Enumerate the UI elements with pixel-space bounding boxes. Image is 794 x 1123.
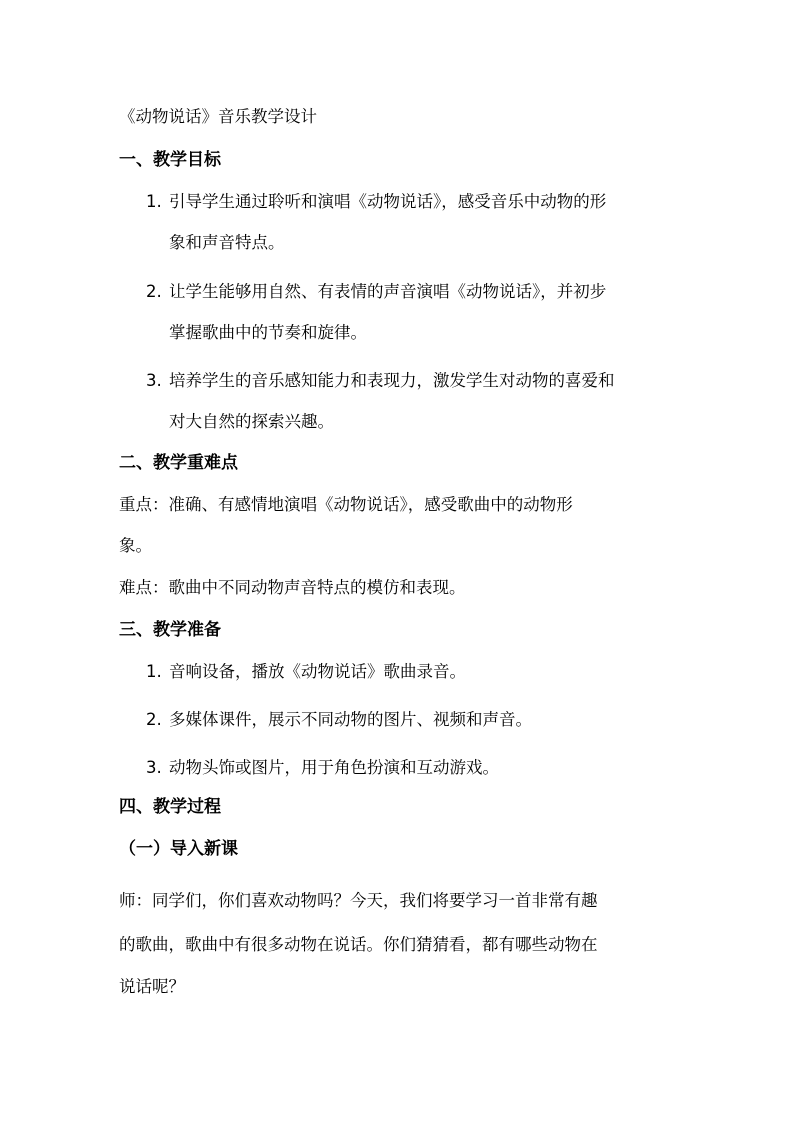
prep-2-text: 多媒体课件，展示不同动物的图片、视频和声音。 (169, 710, 532, 729)
subsection-heading-intro: （一）导入新课 (119, 839, 238, 859)
goal-3-number: 3. (146, 371, 162, 390)
goal-1-number: 1. (146, 192, 162, 211)
document-title: 《动物说话》音乐教学设计 (119, 107, 317, 126)
prep-3-number: 3. (146, 758, 162, 777)
prep-1-text: 音响设备，播放《动物说话》歌曲录音。 (169, 662, 466, 681)
goal-1-text-line2: 象和声音特点。 (169, 233, 285, 252)
prep-3-text: 动物头饰或图片，用于角色扮演和互动游戏。 (169, 758, 499, 777)
intro-paragraph-line3: 说话呢？ (119, 977, 185, 996)
goal-2-text-line1: 让学生能够用自然、有表情的声音演唱《动物说话》，并初步 (169, 282, 607, 301)
section-heading-goals: 一、教学目标 (119, 150, 221, 170)
prep-2-number: 2. (146, 710, 162, 729)
goal-2-number: 2. (146, 282, 162, 301)
intro-paragraph-line1: 师：同学们，你们喜欢动物吗？今天，我们将要学习一首非常有趣 (119, 891, 598, 910)
goal-1-text-line1: 引导学生通过聆听和演唱《动物说话》，感受音乐中动物的形 (169, 192, 607, 211)
intro-paragraph-line2: 的歌曲，歌曲中有很多动物在说话。你们猜猜看，都有哪些动物在 (119, 935, 598, 954)
goal-3-text-line2: 对大自然的探索兴趣。 (169, 412, 334, 431)
section-heading-process: 四、教学过程 (119, 797, 221, 817)
goal-3-text-line1: 培养学生的音乐感知能力和表现力，激发学生对动物的喜爱和 (169, 371, 615, 390)
section-heading-key-points: 二、教学重难点 (119, 453, 238, 473)
difficult-point: 难点：歌曲中不同动物声音特点的模仿和表现。 (119, 578, 466, 597)
prep-1-number: 1. (146, 662, 162, 681)
key-point-line1: 重点：准确、有感情地演唱《动物说话》，感受歌曲中的动物形 (119, 495, 573, 514)
goal-2-text-line2: 掌握歌曲中的节奏和旋律。 (169, 323, 367, 342)
section-heading-prep: 三、教学准备 (119, 620, 221, 640)
key-point-line2: 象。 (119, 536, 152, 555)
